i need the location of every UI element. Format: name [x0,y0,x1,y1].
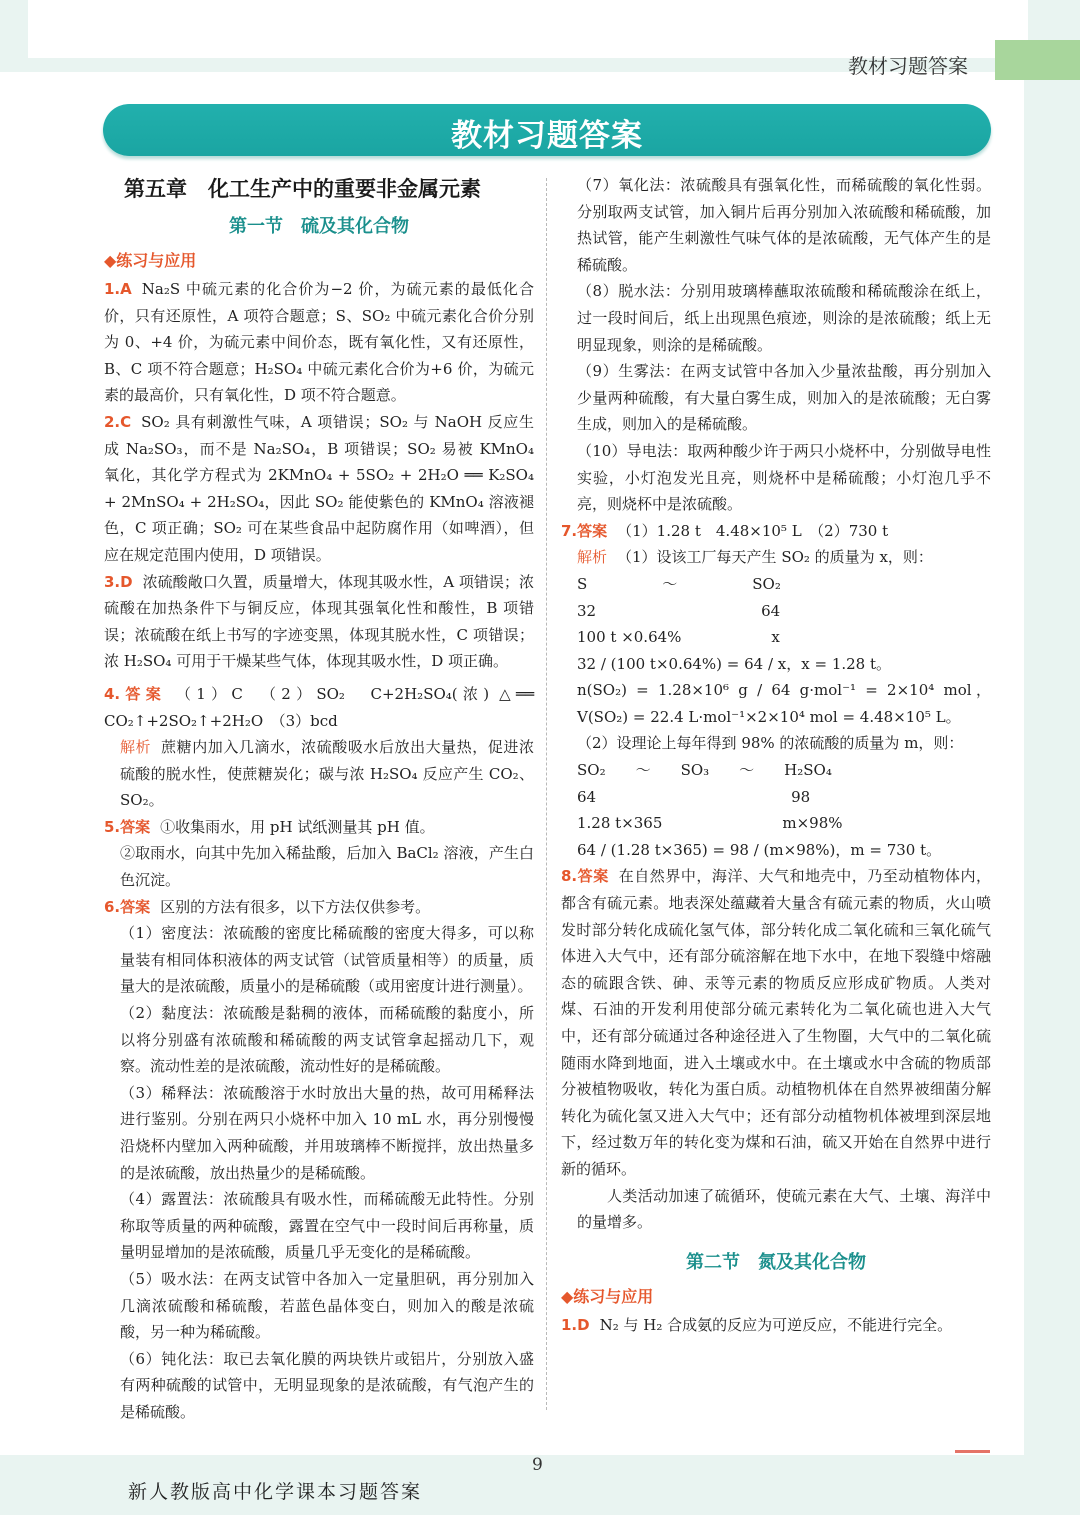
calc-line: 1.28 t×365 m×98% [577,814,843,833]
answer-text: 浓硫酸敞口久置，质量增大，体现其吸水性，A 项错误；浓硫酸在加热条件下与铜反应，体现其强氧化性和酸性，B 项错误；浓硫酸在纸上书写的字迹变黑，体现其脱水性，C 项错误；浓 H₂SO₄ 可用于干燥某些气体，体现其吸水性，D 项正确。 [104,572,534,671]
answer-text: （1）C （2）SO₂ C+2H₂SO₄(浓) △══ CO₂↑+2SO₂↑+2H₂O （3）bcd [104,684,534,730]
answer-text: 在自然界中，海洋、大气和地壳中，乃至动植物体内，都含有硫元素。地表深处蕴藏着大量含有硫元素的物质，火山喷发时部分转化成硫化氢气体，部分转化成二氧化硫和三氧化硫气体进入大气中，还有部分硫溶解在地下水中，在地下裂缝中熔融态的硫跟含铁、砷、汞等元素的物质反应形成矿物质。人类对煤、石油的开发利用使部分硫元素转化为二氧化硫也进入大气中，还有部分硫通过各种途径进入了生物圈，大气中的二氧化硫随雨水降到地面，进入土壤或水中。在土壤或水中含硫的物质部分被植物吸收，转化为蛋白质。动植物机体在自然界被细菌分解转化为硫化氢又进入大气中；还有部分动植物机体被埋到深层地下，经过数万年的转化变为煤和石油，硫又开始在自然界中进行新的循环。 [561,867,991,1178]
explanation [561,544,991,571]
method-item: （10）导电法：取两种酸少许于两只小烧杯中，分别做导电性实验，小灯泡发光且亮，则烧杯中是稀硫酸；小灯泡几乎不亮，则烧杯中是浓硫酸。 [577,441,991,514]
answer-text: N₂ 与 H₂ 合成氨的反应为可逆反应，不能进行完全。 [599,1315,953,1334]
question-item [104,681,534,734]
answer-mark: 4.答案 [104,684,166,703]
question-item [104,894,534,921]
running-head: 教材习题答案 [848,54,968,78]
question-item [561,1312,991,1339]
calc-line: n(SO₂) = 1.28×10⁶ g / 64 g·mol⁻¹ = 2×10⁴ mol，V(SO₂) = 22.4 L·mol⁻¹×2×10⁴ mol = 4.48×10⁵ L。 [577,681,991,726]
method-item: （8）脱水法：分别用玻璃棒蘸取浓硫酸和稀硫酸涂在纸上，过一段时间后，纸上出现黑色痕迹，则涂的是浓硫酸；纸上无明显现象，则涂的是稀硫酸。 [577,282,991,354]
answer-mark: 1.D [561,1315,590,1334]
answer-mark: 8.答案 [561,867,609,886]
question-item [561,518,991,545]
answer-text: SO₂ 具有刺激性气味，A 项错误；SO₂ 与 NaOH 反应生成 Na₂SO₃，而不是 Na₂SO₄，B 项错误；SO₂ 易被 KMnO₄ 氧化，其化学方程式为 2KMnO₄ + 5SO₂ + 2H₂O ══ K₂SO₄ + 2MnSO₄ + 2H₂SO₄，因此 SO₂ 能使紫色的 KMnO₄ 溶液褪色，C 项正确；SO₂ 可在某些食品中起防腐作用（如啤酒），但应在规定范围内使用，D 项错误。 [104,412,534,564]
side-strip [1024,80,1080,1475]
answer-mark: 2.C [104,412,132,431]
method-item: （5）吸水法：在两支试管中各加入一定量胆矾，再分别加入几滴浓硫酸和稀硫酸，若蓝色晶体变白，则加入的酸是浓硫酸，另一种为稀硫酸。 [120,1269,534,1342]
method-item: （6）钝化法：取已去氧化膜的两块铁片或铝片，分别放入盛有两种硫酸的试管中，无明显现象的是浓硫酸，有气泡产生的是稀硫酸。 [120,1349,534,1421]
method-item: （9）生雾法：在两支试管中各加入少量浓盐酸，再分别加入少量两种硫酸，有大量白雾生成，则加入的是浓硫酸；无白雾生成，则加入的是稀硫酸。 [577,362,991,434]
calc-line: 32 64 [577,601,781,620]
green-tab [995,40,1080,80]
answer-text: 区别的方法有很多，以下方法仅供参考。 [160,897,431,916]
right-column [561,172,991,1338]
explanation-mark: 解析 [577,548,608,567]
method-item: （3）稀释法：浓硫酸溶于水时放出大量的热，故可用稀释法进行鉴别。分别在两只小烧杯中加入 10 mL 水，再分别慢慢沿烧杯内壁加入两种硫酸，并用玻璃棒不断搅拌，放出热量多的是浓硫酸，放出热量少的是稀硫酸。 [120,1083,535,1182]
answer-mark: 6.答案 [104,897,151,916]
calc-line: 32 / (100 t×0.64%) = 64 / x，x = 1.28 t。 [577,654,892,673]
book-title: 新人教版高中化学课本习题答案 [128,1481,423,1503]
question-item [104,409,534,569]
question-item [561,863,991,1182]
section-title: 第二节 氮及其化合物 [686,1251,866,1273]
method-item: （7）氧化法：浓硫酸具有强氧化性，而稀硫酸的氧化性弱。分别取两支试管，加入铜片后再分别加入浓硫酸和稀硫酸，加热试管，能产生刺激性气味气体的是浓硫酸，无气体产生的是稀硫酸。 [577,176,991,274]
question-item [104,814,534,841]
answer-mark: 7.答案 [561,521,608,540]
calc-line: S ～ SO₂ [577,574,781,593]
question-item [104,276,534,409]
explanation-text: （1）设该工厂每天产生 SO₂ 的质量为 x，则： [617,548,933,567]
answer-text: ①收集雨水，用 pH 试纸测量其 pH 值。 [160,817,435,836]
explanation-text: 蔗糖内加入几滴水，浓硫酸吸水后放出大量热，促进浓硫酸的脱水性，使蔗糖炭化；碳与浓 H₂SO₄ 反应产生 CO₂、SO₂。 [120,738,534,810]
chapter-title: 第五章 化工生产中的重要非金属元素 [124,177,481,201]
calc-line: 64 98 [577,787,811,806]
calc-line: SO₂ ～ SO₃ ～ H₂SO₄ [577,761,832,780]
red-accent-mark [955,1450,990,1453]
question-item [104,569,534,675]
banner-title: 教材习题答案 [451,118,643,154]
section-title: 第一节 硫及其化合物 [229,216,409,237]
answer-text: 人类活动加速了硫循环，使硫元素在大气、土壤、海洋中的量增多。 [577,1186,991,1232]
answer-mark: 3.D [104,572,133,591]
calc-line: 64 / (1.28 t×365) = 98 / (m×98%)，m = 730 t。 [577,840,942,859]
column-divider [546,178,547,1410]
answer-mark: 5.答案 [104,817,151,836]
practice-heading: ◆练习与应用 [104,251,197,270]
answer-mark: 1.A [104,280,132,298]
method-item: （2）黏度法：浓硫酸是黏稠的液体，而稀硫酸的黏度小，所以将分别盛有浓硫酸和稀硫酸的两支试管拿起摇动几下，观察。流动性差的是浓硫酸，流动性好的是稀硫酸。 [120,1004,534,1076]
practice-heading: ◆练习与应用 [561,1286,654,1306]
calc-line: 100 t ×0.64% x [577,628,780,647]
explanation-mark: 解析 [120,738,152,757]
calc-line: （2）设理论上每年得到 98% 的浓硫酸的质量为 m，则： [577,734,964,753]
title-banner [103,104,991,156]
method-item: （1）密度法：浓硫酸的密度比稀硫酸的密度大得多，可以称量装有相同体积液体的两支试管（试管质量相等）的质量，质量大的是浓硫酸，质量小的是稀硫酸（或用密度计进行测量）。 [120,924,534,996]
answer-text: （1）1.28 t 4.48×10⁵ L （2）730 t [617,521,889,540]
method-item: （4）露置法：浓硫酸具有吸水性，而稀硫酸无此特性。分别称取等质量的两种硫酸，露置在空气中一段时间后再称量，质量明显增加的是浓硫酸，质量几乎无变化的是稀硫酸。 [120,1190,534,1262]
explanation [104,734,534,814]
page-number: 9 [532,1455,543,1475]
answer-text: Na₂S 中硫元素的化合价为−2 价，为硫元素的最低化合价，只有还原性，A 项符合题意；S、SO₂ 中硫元素化合价分别为 0、+4 价，为硫元素中间价态，既有氧化性，又有还原性，B、C 项不符合题意；H₂SO₄ 中硫元素化合价为+6 价，为硫元素的最高价，只有氧化性，D 项不符合题意。 [104,280,534,405]
answer-text: ②取雨水，向其中先加入稀盐酸，后加入 BaCl₂ 溶液，产生白色沉淀。 [120,844,534,890]
left-column [104,172,534,1426]
